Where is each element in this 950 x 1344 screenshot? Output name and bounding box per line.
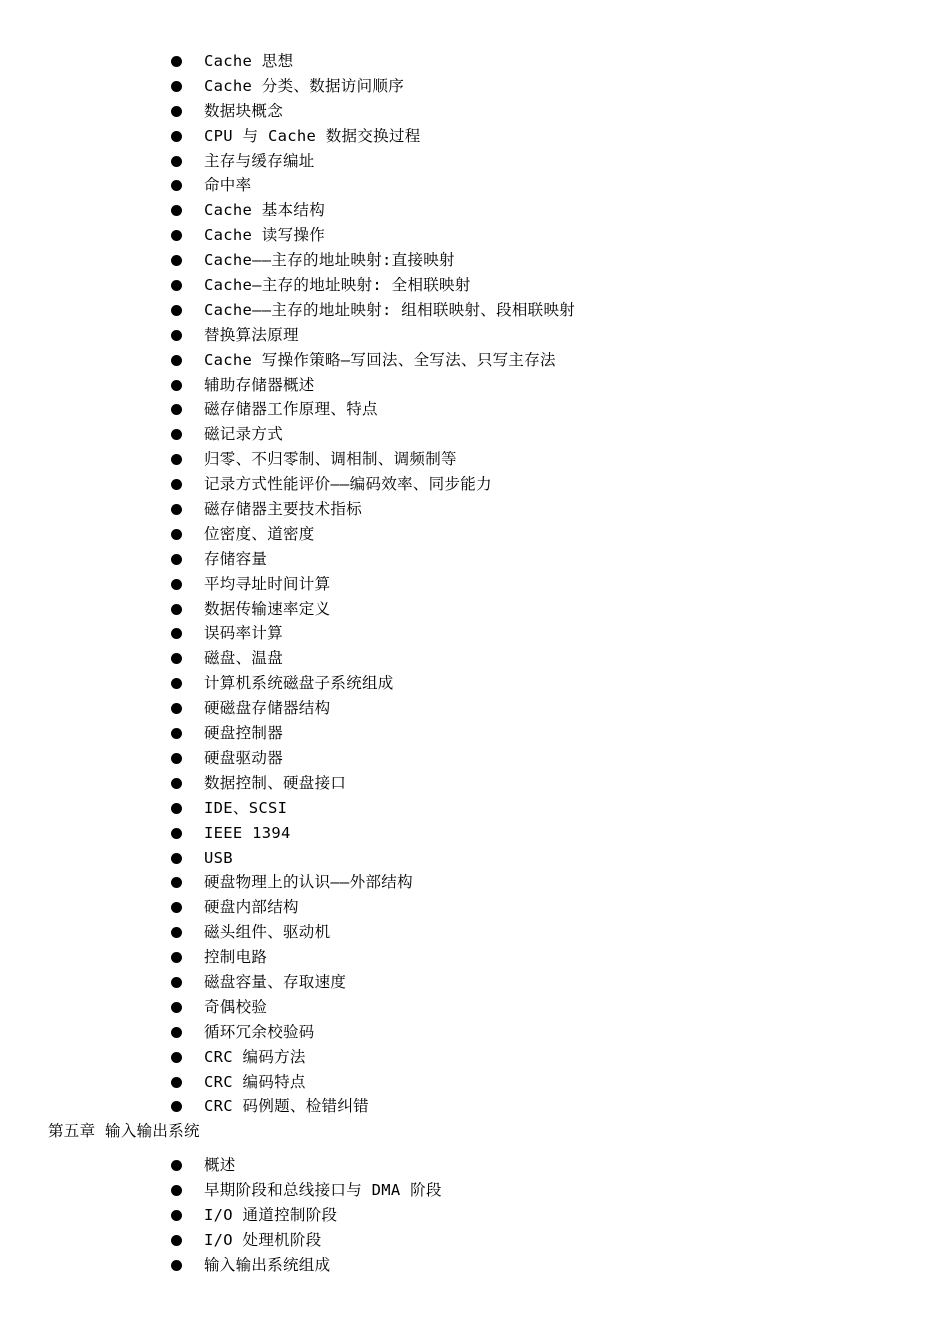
bullet-dot-icon: [171, 106, 182, 117]
list-item-text: I/O 通道控制阶段: [204, 1205, 338, 1224]
bullet-dot-icon: [171, 1235, 182, 1246]
list-item-text: 误码率计算: [204, 624, 284, 643]
bullet-dot-icon: [171, 330, 182, 341]
list-item-text: 磁头组件、驱动机: [204, 923, 331, 942]
bullet-dot-icon: [171, 156, 182, 167]
list-item-text: IEEE 1394: [204, 823, 291, 842]
list-item-text: 硬盘内部结构: [204, 898, 299, 917]
bullet-dot-icon: [171, 952, 182, 963]
bullet-dot-icon: [171, 230, 182, 241]
list-item-text: Cache——主存的地址映射:直接映射: [204, 251, 455, 270]
bullet-dot-icon: [171, 280, 182, 291]
list-item-text: 数据块概念: [204, 101, 284, 120]
bullet-dot-icon: [171, 653, 182, 664]
list-item-text: CPU 与 Cache 数据交换过程: [204, 126, 421, 145]
list-item-text: 硬盘驱动器: [204, 748, 284, 767]
bullet-dot-icon: [171, 81, 182, 92]
bullet-dot-icon: [171, 504, 182, 515]
bullet-dot-icon: [171, 902, 182, 913]
bullet-dot-icon: [171, 180, 182, 191]
list-item-text: 早期阶段和总线接口与 DMA 阶段: [204, 1180, 442, 1199]
bullet-dot-icon: [171, 404, 182, 415]
list-item-text: Cache 思想: [204, 52, 294, 70]
list-item-text: 主存与缓存编址: [204, 151, 315, 170]
bullet-dot-icon: [171, 205, 182, 216]
list-item-text: 记录方式性能评价——编码效率、同步能力: [204, 475, 492, 494]
list-item-text: 替换算法原理: [204, 325, 299, 344]
chapter-heading: 第五章 输入输出系统: [48, 1122, 200, 1140]
list-item-text: 平均寻址时间计算: [204, 574, 331, 593]
list-item-text: 磁盘容量、存取速度: [204, 972, 347, 991]
list-item-text: 磁记录方式: [204, 425, 284, 444]
bullet-dot-icon: [171, 429, 182, 440]
bullet-dot-icon: [171, 977, 182, 988]
bullet-dot-icon: [171, 1002, 182, 1013]
list-item-text: 数据传输速率定义: [204, 599, 331, 618]
list-item-text: 存储容量: [204, 549, 268, 568]
list-item-text: Cache 分类、数据访问顺序: [204, 76, 404, 95]
list-item-text: IDE、SCSI: [204, 798, 288, 817]
list-item-text: 数据控制、硬盘接口: [204, 773, 347, 792]
list-item-text: 计算机系统磁盘子系统组成: [204, 674, 394, 693]
list-item-text: 概述: [204, 1156, 236, 1174]
bullet-dot-icon: [171, 56, 182, 67]
list-item-text: CRC 码例题、检错纠错: [204, 1097, 369, 1116]
bullet-dot-icon: [171, 1260, 182, 1271]
list-item-text: 控制电路: [204, 948, 268, 967]
bullet-dot-icon: [171, 728, 182, 739]
list-item-text: Cache 基本结构: [204, 201, 325, 220]
bullet-dot-icon: [171, 554, 182, 565]
bullet-dot-icon: [171, 678, 182, 689]
list-item-text: Cache 读写操作: [204, 226, 325, 245]
list-item-text: 硬盘物理上的认识——外部结构: [204, 873, 413, 892]
bullet-dot-icon: [171, 1077, 182, 1088]
bullet-dot-icon: [171, 778, 182, 789]
bullet-dot-icon: [171, 828, 182, 839]
list-item-text: 辅助存储器概述: [204, 375, 315, 394]
bullet-dot-icon: [171, 1210, 182, 1221]
list-item-text: Cache——主存的地址映射: 组相联映射、段相联映射: [204, 300, 576, 319]
list-item-text: 输入输出系统组成: [204, 1255, 331, 1274]
bullet-dot-icon: [171, 1185, 182, 1196]
bullet-dot-icon: [171, 355, 182, 366]
bullet-dot-icon: [171, 305, 182, 316]
list-item-text: 位密度、道密度: [204, 524, 315, 543]
list-item-text: 奇偶校验: [204, 997, 268, 1016]
list-item-text: 磁存储器主要技术指标: [204, 500, 363, 519]
bullet-dot-icon: [171, 529, 182, 540]
list-item-text: 命中率: [204, 176, 252, 195]
list-item-text: I/O 处理机阶段: [204, 1230, 322, 1249]
bullet-dot-icon: [171, 753, 182, 764]
list-item-text: 循环冗余校验码: [204, 1022, 315, 1041]
bullet-dot-icon: [171, 255, 182, 266]
bullet-dot-icon: [171, 628, 182, 639]
bullet-dot-icon: [171, 479, 182, 490]
bullet-dot-icon: [171, 1052, 182, 1063]
bullet-dot-icon: [171, 853, 182, 864]
bullet-dot-icon: [171, 1101, 182, 1112]
bullet-dot-icon: [171, 927, 182, 938]
bullet-dot-icon: [171, 604, 182, 615]
bullet-dot-icon: [171, 380, 182, 391]
bullet-dot-icon: [171, 703, 182, 714]
bullet-dot-icon: [171, 1027, 182, 1038]
bullet-dot-icon: [171, 131, 182, 142]
list-item-text: CRC 编码方法: [204, 1047, 306, 1066]
list-item-text: 硬磁盘存储器结构: [204, 699, 331, 718]
list-item-text: Cache—主存的地址映射: 全相联映射: [204, 276, 471, 295]
bullet-dot-icon: [171, 803, 182, 814]
list-item-text: USB: [204, 848, 233, 867]
bullet-dot-icon: [171, 579, 182, 590]
list-item-text: 归零、不归零制、调相制、调频制等: [204, 450, 457, 469]
list-item-text: CRC 编码特点: [204, 1072, 306, 1091]
bullet-dot-icon: [171, 1160, 182, 1171]
bullet-dot-icon: [171, 877, 182, 888]
bullet-dot-icon: [171, 454, 182, 465]
list-item-text: Cache 写操作策略—写回法、全写法、只写主存法: [204, 350, 556, 369]
list-item-text: 硬盘控制器: [204, 724, 284, 743]
list-item-text: 磁存储器工作原理、特点: [204, 400, 378, 419]
list-item-text: 磁盘、温盘: [204, 649, 284, 668]
